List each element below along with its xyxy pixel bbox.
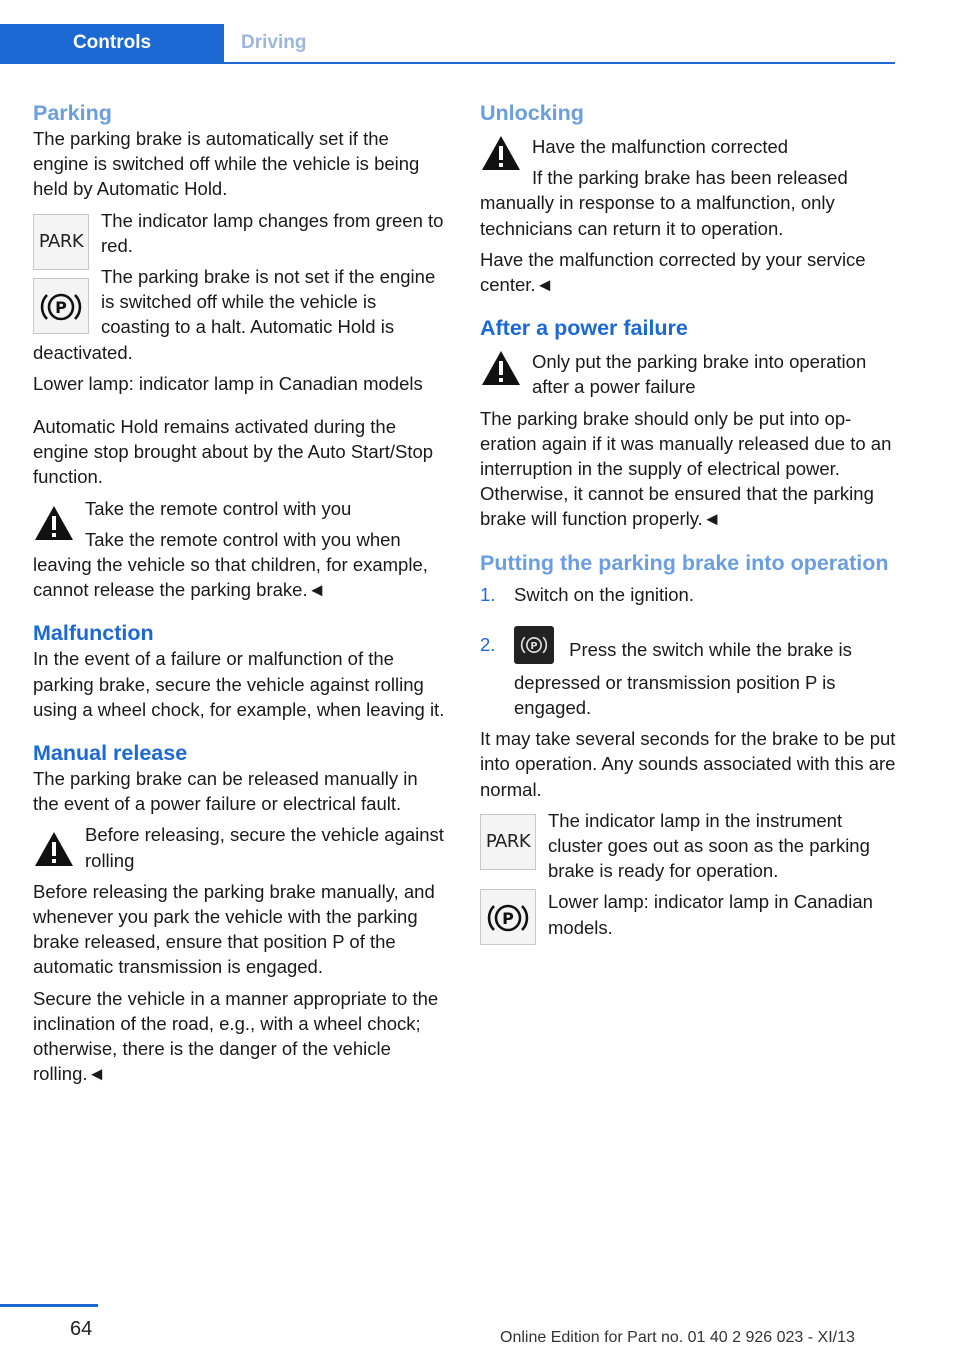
section-title-parking: Parking <box>33 101 112 125</box>
warning-text: Have the malfunction corrected by your service center.◄ <box>480 248 866 296</box>
warning-title: Take the remote control with you <box>85 497 352 519</box>
warning-triangle-icon <box>33 830 75 868</box>
warning-title: Before releasing, secure the vehicle against rolling <box>85 824 444 871</box>
footer-rule <box>0 1304 98 1307</box>
step-text: Switch on the ignition. <box>514 583 694 605</box>
warning-power-failure <box>480 341 896 399</box>
warning-title: Have the malfunction corrected <box>532 136 789 157</box>
left-column <box>33 100 448 1087</box>
section-title-manual-release: Manual release <box>33 741 188 766</box>
page-number: 64 <box>70 1318 93 1340</box>
section-title-malfunction: Malfunction <box>33 621 154 646</box>
svg-text:P: P <box>530 640 538 652</box>
indicator-lamp-text: The indicator lamp changes from green to red. <box>101 209 444 256</box>
chapter-tabs <box>0 24 895 64</box>
step-number: 2. <box>480 633 496 655</box>
lower-lamp-text: Lower lamp: indicator lamp in Canadian models. <box>548 891 873 938</box>
section-title-unlocking: Unlocking <box>480 101 584 125</box>
list-item <box>480 582 896 607</box>
malfunction-text: In the event of a failure or malfunction of the parking brake, secure the vehicle against rolling using a wheel chock, for example, when leaving it. <box>33 648 445 720</box>
warning-text: Take the remote control with you when leaving the vehicle so that children, for example, cannot release the parking brake.◄ <box>33 528 428 601</box>
right-column <box>480 100 896 947</box>
parking-brake-lamp-icon <box>480 889 536 945</box>
steps-list <box>480 582 896 721</box>
parking-brake-switch-icon <box>514 626 554 664</box>
warning-text: Before releasing the parking brake manually, and whenever you park the vehicle with the parking brake released, ensure that position P of the automatic transmission is engaged. <box>33 880 435 978</box>
warning-triangle-icon <box>480 349 522 387</box>
after-steps-text: It may take several seconds for the brake to be put into operation. Any sounds associated with this are normal. <box>480 728 896 800</box>
svg-text:P: P <box>55 297 67 317</box>
warning-text: The parking brake should only be put into operation again if it was manually released due to an interruption in the supply of electrical power. Otherwise, it cannot be ensured that the parking brake will function properly.◄ <box>480 407 892 530</box>
brake-not-set-text: The parking brake is not set if the engine is switched off while the vehicle is coasting to a halt. Automatic Hold is deactivated. <box>33 266 436 363</box>
park-lamp-icon: PARK <box>480 814 536 870</box>
warning-title: Only put the parking brake into operation after a power failure <box>532 351 867 398</box>
list-item <box>480 632 896 720</box>
tab-driving[interactable]: Driving <box>241 32 307 53</box>
park-indicator-row <box>33 208 448 365</box>
park-indicator-row <box>480 808 896 940</box>
parking-brake-lamp-icon <box>33 278 89 334</box>
auto-hold-text: Automatic Hold remains activated during the engine stop brought about by the Auto Start/Stop function. <box>33 416 434 488</box>
step-number: 1. <box>480 583 496 605</box>
warning-triangle-icon <box>480 134 522 172</box>
section-title-power-failure: After a power failure <box>480 316 688 341</box>
warning-triangle-icon <box>33 504 75 542</box>
tab-controls[interactable]: Controls <box>0 24 224 62</box>
edition-text: Online Edition for Part no. 01 40 2 926 023 - XI/13 <box>500 1329 855 1346</box>
park-lamp-icon: PARK <box>33 214 89 270</box>
warning-text: If the parking brake has been released manually in response to a malfunction, only technicians can return it to operation. <box>480 167 848 239</box>
parking-paragraph: The parking brake is automatically set if the engine is switched off while the vehicle is being held by Automatic Hold. <box>33 128 420 200</box>
warning-secure-vehicle <box>33 822 448 979</box>
svg-text:P: P <box>502 909 514 929</box>
warning-remote-control <box>33 496 448 603</box>
section-title-putting-into-operation: Putting the parking brake into operation <box>480 550 889 575</box>
indicator-lamp-text: The indicator lamp in the instrument cluster goes out as soon as the parking brake is ready for operation. <box>548 809 870 882</box>
lower-lamp-text: Lower lamp: indicator lamp in Canadian models <box>33 372 423 394</box>
warning-malfunction-corrected <box>480 126 896 241</box>
warning-text: Secure the vehicle in a manner appropriate to the inclination of the road, e.g., with a wheel chock; otherwise, there is the danger of the vehicle rolling.◄ <box>33 987 439 1085</box>
manual-release-text: The parking brake can be released manually in the event of a power failure or electrical fault. <box>33 768 418 815</box>
step-text: Press the switch while the brake is depressed or transmission position P is engaged. <box>514 638 852 719</box>
